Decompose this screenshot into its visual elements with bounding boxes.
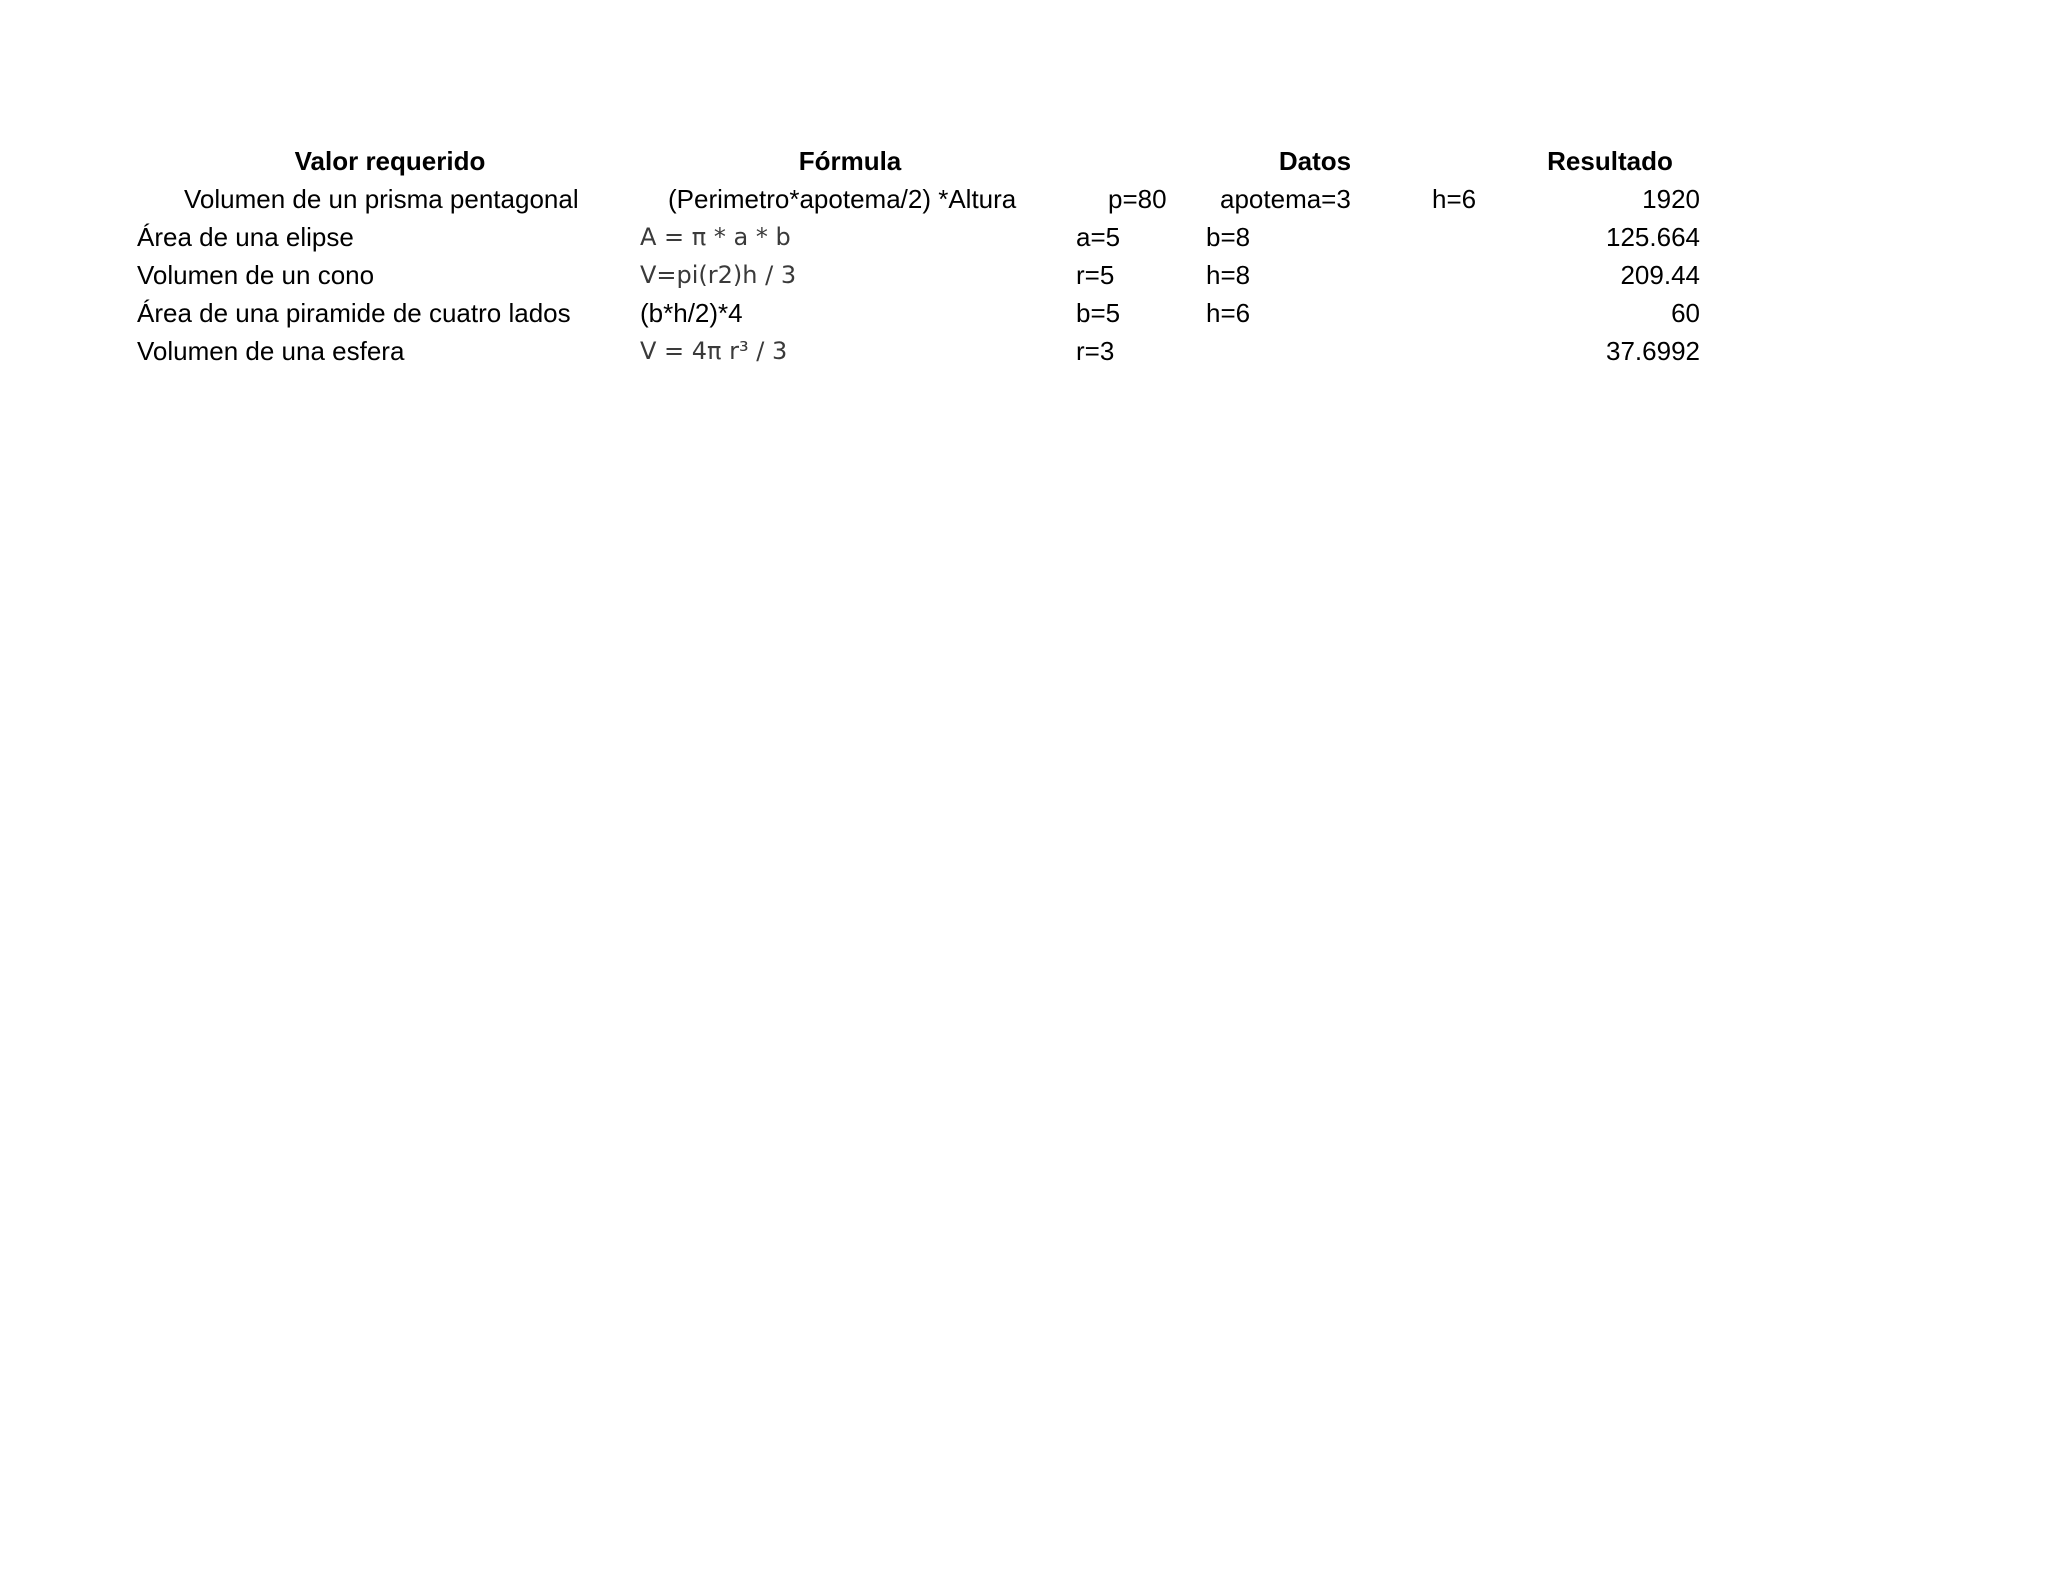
row-4-resultado: 60 bbox=[1671, 298, 1700, 328]
row-1-valor: Volumen de un prisma pentagonal bbox=[184, 184, 579, 214]
row-1-formula: (Perimetro*apotema/2) *Altura bbox=[668, 184, 1017, 214]
row-3-resultado: 209.44 bbox=[1620, 260, 1700, 290]
row-2-valor: Área de una elipse bbox=[137, 222, 354, 252]
row-1-dato-3: h=6 bbox=[1432, 184, 1477, 214]
row-3-formula: V=pi(r2)h / 3 bbox=[640, 261, 797, 289]
row-4-dato-2: h=6 bbox=[1206, 298, 1251, 328]
row-1-resultado: 1920 bbox=[1642, 184, 1700, 214]
header-formula: Fórmula bbox=[798, 146, 902, 176]
row-3-dato-2: h=8 bbox=[1206, 260, 1251, 290]
row-5-valor: Volumen de una esfera bbox=[137, 336, 405, 366]
header-valor-requerido: Valor requerido bbox=[294, 146, 486, 176]
row-2-formula: A = π * a * b bbox=[640, 223, 791, 251]
row-3-dato-1: r=5 bbox=[1076, 260, 1115, 290]
row-5-resultado: 37.6992 bbox=[1606, 336, 1700, 366]
row-4-valor: Área de una piramide de cuatro lados bbox=[137, 298, 571, 328]
header-resultado: Resultado bbox=[1547, 146, 1673, 176]
row-1-dato-1: p=80 bbox=[1108, 184, 1167, 214]
row-5-dato-1: r=3 bbox=[1076, 336, 1115, 366]
row-4-dato-1: b=5 bbox=[1076, 298, 1121, 328]
row-1-dato-2: apotema=3 bbox=[1220, 184, 1351, 214]
row-3-valor: Volumen de un cono bbox=[137, 260, 375, 290]
row-2-dato-1: a=5 bbox=[1076, 222, 1121, 252]
row-4-formula: (b*h/2)*4 bbox=[640, 298, 743, 328]
row-5-formula: V = 4π r³ / 3 bbox=[640, 337, 788, 365]
row-2-resultado: 125.664 bbox=[1606, 222, 1700, 252]
row-2-dato-2: b=8 bbox=[1206, 222, 1251, 252]
header-datos: Datos bbox=[1278, 146, 1352, 176]
